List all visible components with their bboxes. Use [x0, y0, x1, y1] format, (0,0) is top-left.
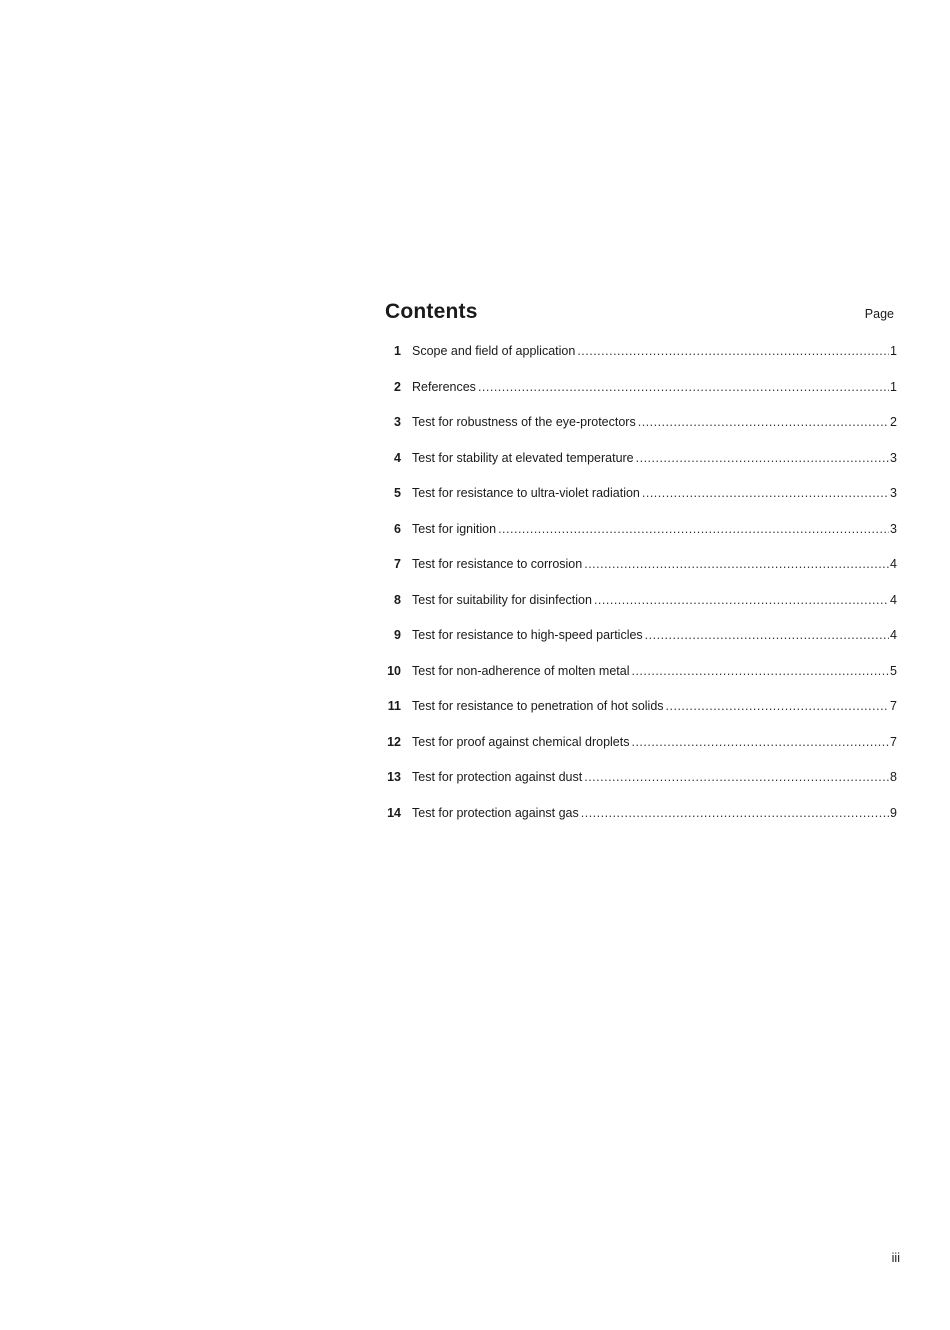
toc-dot-leader	[584, 557, 889, 571]
toc-entry-page: 4	[890, 628, 897, 642]
toc-dot-leader	[642, 486, 889, 500]
toc-dot-leader	[498, 522, 889, 536]
toc-entry-number: 2	[394, 379, 401, 394]
toc-entry-title: Test for proof against chemical droplets	[412, 734, 630, 749]
toc-entry-title: Test for robustness of the eye-protectors	[412, 415, 636, 429]
toc-entry-number: 10	[387, 663, 401, 678]
toc-entry-number: 6	[394, 521, 401, 536]
toc-entry-title: Test for resistance to high-speed particles	[412, 628, 643, 642]
toc-entry-title: Test for protection against gas	[412, 805, 579, 820]
toc-page-column-heading: Page	[864, 307, 894, 321]
toc-entry-page: 9	[890, 805, 897, 820]
toc-entry-number: 5	[394, 486, 401, 500]
toc-entry[interactable]	[385, 522, 897, 558]
toc-entry[interactable]	[385, 664, 897, 700]
toc-title: Contents	[385, 300, 478, 323]
toc-entry[interactable]	[385, 380, 897, 416]
toc-entry-number: 1	[394, 344, 401, 358]
toc-dot-leader	[577, 344, 889, 358]
toc-entry-number: 11	[387, 699, 401, 713]
toc-entry[interactable]	[385, 486, 897, 522]
toc-entry-page: 2	[890, 415, 897, 429]
toc-entry-page: 4	[890, 557, 897, 571]
toc-entry-title: Test for stability at elevated temperature	[412, 450, 634, 465]
toc-entry-title: Test for resistance to ultra-violet radiation	[412, 486, 640, 500]
toc-entry-title: Test for non-adherence of molten metal	[412, 663, 630, 678]
toc-entry-title: Test for suitability for disinfection	[412, 592, 592, 607]
toc-entry-page: 7	[890, 734, 897, 749]
toc-entry-number: 13	[387, 770, 401, 784]
toc-entry[interactable]	[385, 593, 897, 629]
toc-dot-leader	[594, 593, 889, 607]
toc-entry-page: 5	[890, 663, 897, 678]
toc-entry[interactable]	[385, 735, 897, 771]
toc-entry-page: 4	[890, 592, 897, 607]
toc-entry-page: 1	[890, 344, 897, 358]
toc-entry-number: 9	[394, 628, 401, 642]
toc-entry-page: 3	[890, 486, 897, 500]
toc-dot-leader	[631, 735, 889, 749]
toc-dot-leader	[666, 699, 890, 713]
toc-entry-page: 3	[890, 521, 897, 536]
table-of-contents	[385, 300, 897, 841]
toc-entry[interactable]	[385, 770, 897, 806]
toc-entry[interactable]	[385, 699, 897, 735]
toc-entry[interactable]	[385, 806, 897, 842]
toc-dot-leader	[478, 380, 889, 394]
toc-entry[interactable]	[385, 344, 897, 380]
toc-entry-title: Test for ignition	[412, 521, 497, 536]
toc-entry-page: 1	[890, 379, 897, 394]
toc-header	[385, 300, 897, 330]
footer-page-number: iii	[891, 1251, 900, 1265]
toc-dot-leader	[581, 806, 889, 820]
toc-dot-leader	[631, 664, 889, 678]
toc-entry-number: 8	[394, 592, 401, 607]
toc-dot-leader	[638, 415, 889, 429]
toc-entry[interactable]	[385, 557, 897, 593]
toc-entry-title: Scope and field of application	[412, 344, 576, 358]
toc-entry[interactable]	[385, 628, 897, 664]
toc-entry-title: Test for resistance to corrosion	[412, 557, 583, 571]
toc-entry-number: 3	[394, 415, 401, 429]
toc-entry-title: Test for resistance to penetration of hot solids	[412, 699, 664, 713]
toc-entry[interactable]	[385, 451, 897, 487]
toc-entry-page: 3	[890, 450, 897, 465]
toc-entry-number: 14	[387, 805, 401, 820]
toc-dot-leader	[636, 451, 889, 465]
toc-dot-leader	[645, 628, 889, 642]
toc-entry-page: 7	[890, 699, 897, 713]
toc-entry-page: 8	[890, 770, 897, 784]
toc-entry[interactable]	[385, 415, 897, 451]
toc-entry-title: References	[412, 379, 476, 394]
toc-dot-leader	[584, 770, 889, 784]
toc-entry-number: 7	[394, 557, 401, 571]
toc-entry-title: Test for protection against dust	[412, 770, 583, 784]
toc-entry-number: 12	[387, 734, 401, 749]
toc-list	[385, 344, 897, 841]
toc-entry-number: 4	[394, 450, 401, 465]
